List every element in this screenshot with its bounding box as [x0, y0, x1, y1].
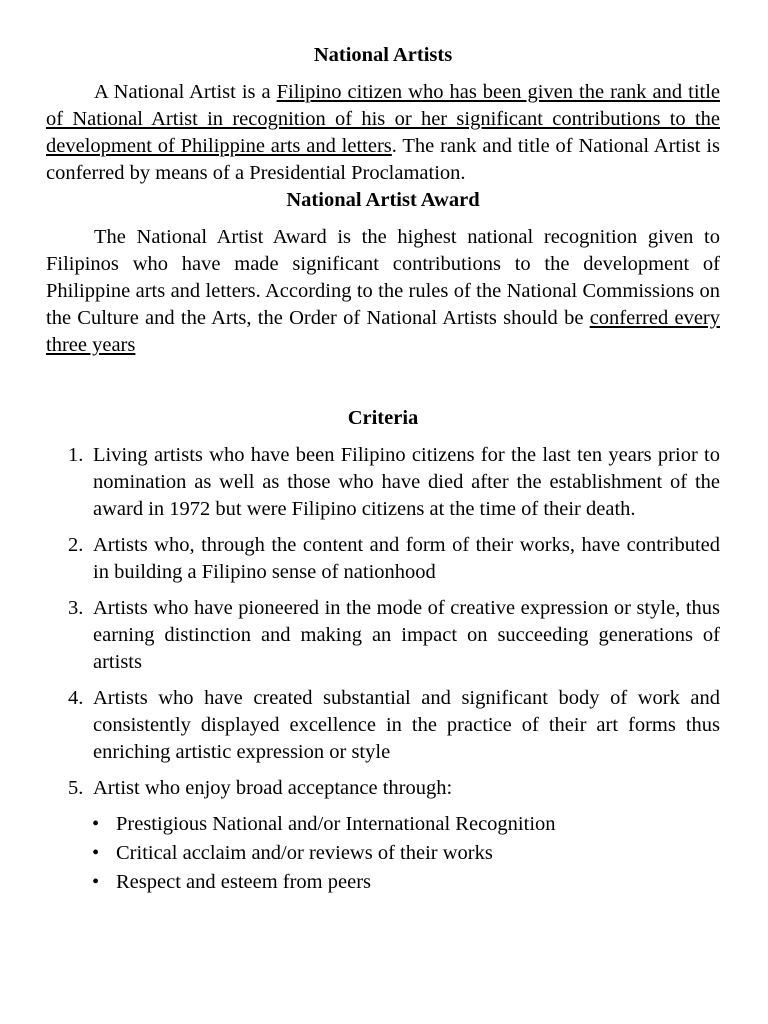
underlined-definition: Filipino citizen who has been given the rank and title of National Artist in recognition of his or her significant contributions to the development of Philippine arts and letters	[46, 81, 720, 157]
acceptance-sublist	[46, 811, 720, 896]
paragraph-national-artist-definition	[46, 79, 720, 187]
underlined-frequency: conferred every three years	[46, 307, 720, 356]
criteria-text: Artist who enjoy broad acceptance through:	[93, 777, 453, 799]
heading-criteria: Criteria	[347, 407, 419, 429]
sublist-text: Prestigious National and/or International Recognition	[116, 813, 556, 835]
criteria-item	[46, 595, 720, 676]
sublist-item	[46, 840, 720, 867]
bullet-icon: •	[92, 842, 100, 864]
criteria-item	[46, 532, 720, 586]
criteria-item	[46, 442, 720, 523]
criteria-text: Artists who have pioneered in the mode of creative expression or style, thus earning distinction and making an impact on succeeding generations of artists	[93, 597, 720, 673]
criteria-number: 4.	[68, 687, 84, 709]
paragraph-text: . The rank and title of National Artist is conferred by means of a Presidential Proclamation.	[46, 135, 721, 184]
criteria-number: 3.	[68, 597, 84, 619]
bullet-icon: •	[92, 871, 100, 893]
heading-national-artists: National Artists	[313, 44, 453, 66]
document-page	[46, 42, 720, 898]
criteria-number: 1.	[68, 444, 84, 466]
paragraph-text: A National Artist is a	[94, 81, 277, 103]
paragraph-national-artist-award	[46, 224, 720, 359]
criteria-item	[46, 775, 720, 802]
criteria-text: Artists who, through the content and form of their works, have contributed in building a Filipino sense of nationhood	[93, 534, 720, 583]
heading-national-artist-award: National Artist Award	[286, 189, 480, 211]
sublist-item	[46, 869, 720, 896]
criteria-number: 5.	[68, 777, 84, 799]
criteria-item	[46, 685, 720, 766]
sublist-text: Critical acclaim and/or reviews of their works	[116, 842, 493, 864]
criteria-list	[46, 442, 720, 802]
criteria-text: Artists who have created substantial and significant body of work and consistently displayed excellence in the practice of their art forms thus enriching artistic expression or style	[93, 687, 720, 763]
sublist-item	[46, 811, 720, 838]
bullet-icon: •	[92, 813, 100, 835]
sublist-text: Respect and esteem from peers	[116, 871, 372, 893]
criteria-text: Living artists who have been Filipino citizens for the last ten years prior to nomination as well as those who have died after the establishment of the award in 1972 but were Filipino citizens at the time of their death.	[93, 444, 720, 520]
paragraph-text: The National Artist Award is the highest national recognition given to Filipinos who have made significant contributions to the development of Philippine arts and letters. According to the rules of the National Commissions on the Culture and the Arts, the Order of National Artists should be	[46, 226, 720, 329]
criteria-number: 2.	[68, 534, 84, 556]
